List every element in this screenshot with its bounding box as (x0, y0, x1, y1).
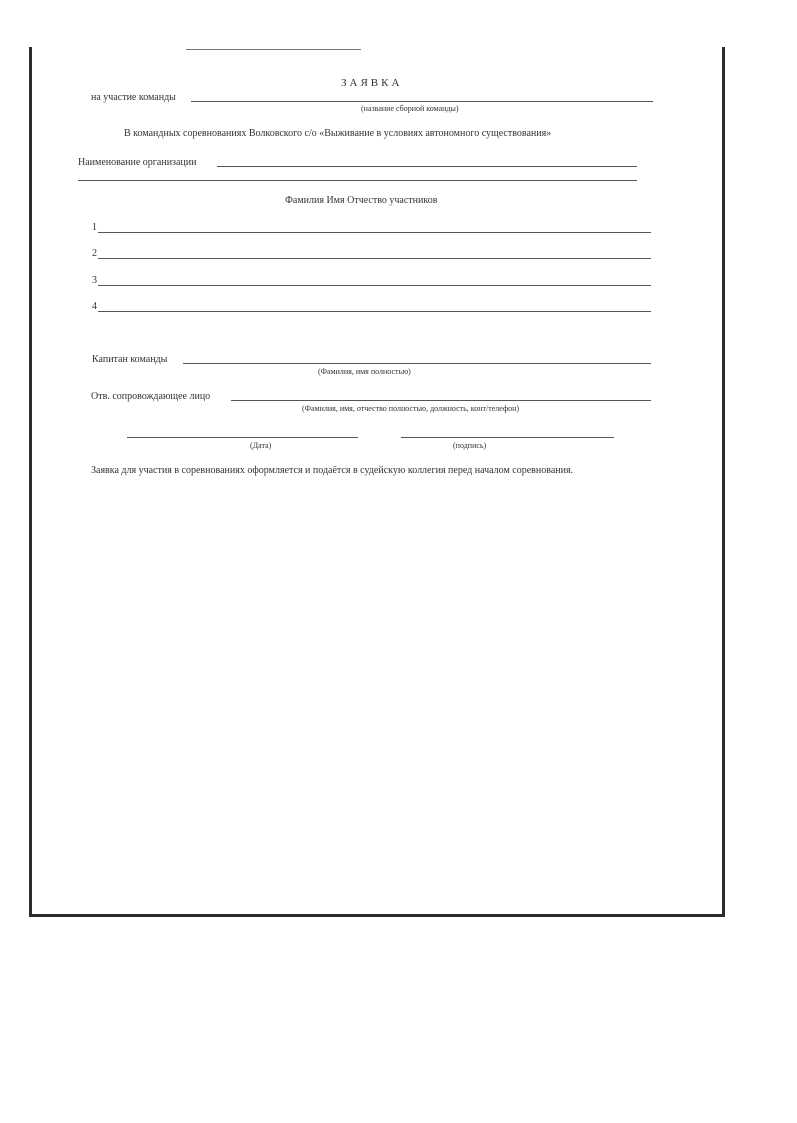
captain-field[interactable] (183, 363, 651, 364)
participant-number: 3 (92, 275, 97, 286)
team-hint: (название сборной команды) (361, 104, 459, 113)
org-label: Наименование организации (78, 157, 197, 168)
signature-hint: (подпись) (453, 441, 487, 450)
top-cut-line (186, 49, 361, 50)
captain-hint: (Фамилия, имя полностью) (318, 367, 411, 376)
escort-hint: (Фамилия, имя, отчество полностью, должность, конт/телефон) (302, 404, 520, 413)
participant-field-1[interactable] (98, 232, 651, 233)
form-title: ЗАЯВКА (341, 77, 403, 89)
participant-number: 1 (92, 222, 97, 233)
team-name-field[interactable] (191, 101, 653, 102)
org-name-field[interactable] (217, 166, 637, 167)
footer-note: Заявка для участия в соревнованиях оформляется и подаётся в судейскую коллегия перед началом соревнования. (91, 465, 574, 476)
team-label: на участие команды (91, 92, 176, 103)
participant-number: 4 (92, 301, 97, 312)
participant-field-2[interactable] (98, 258, 651, 259)
participant-field-4[interactable] (98, 311, 651, 312)
date-field[interactable] (127, 437, 358, 438)
participant-number: 2 (92, 248, 97, 259)
escort-label: Отв. сопровождающее лицо (91, 391, 211, 402)
competition-text: В командных соревнованиях Волковского с/о «Выживание в условиях автономного существования» (124, 128, 552, 139)
signature-field[interactable] (401, 437, 614, 438)
document-page (29, 47, 725, 917)
date-hint: (Дата) (250, 441, 272, 450)
org-name-field-2[interactable] (78, 180, 637, 181)
escort-field[interactable] (231, 400, 651, 401)
captain-label: Капитан команды (92, 354, 168, 365)
participant-field-3[interactable] (98, 285, 651, 286)
participants-heading: Фамилия Имя Отчество участников (285, 195, 438, 206)
